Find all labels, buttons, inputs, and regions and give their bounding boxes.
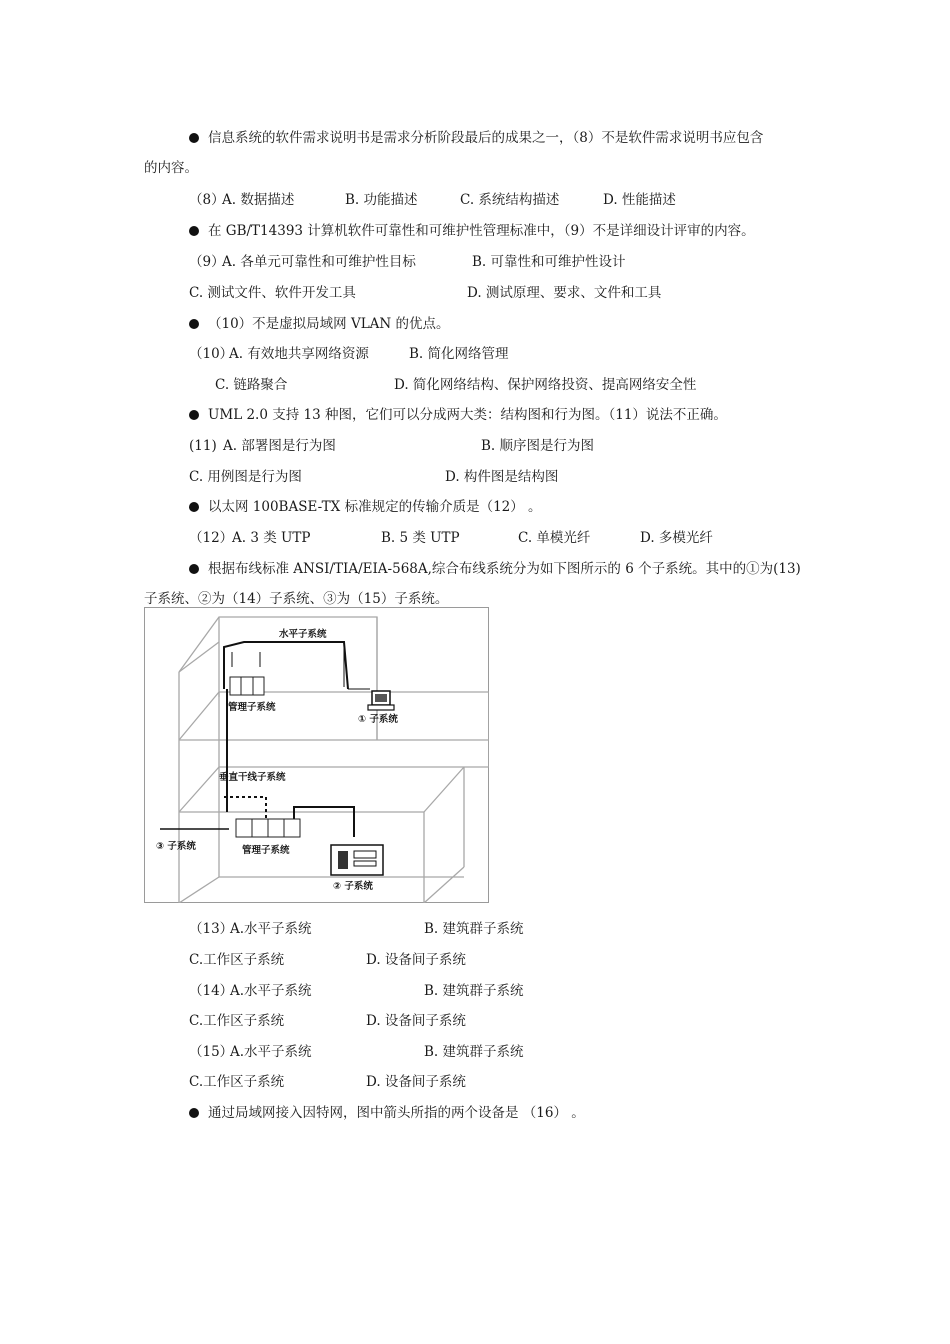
bullet-icon — [189, 319, 199, 329]
bullet-icon — [189, 564, 199, 574]
question-16-stem — [189, 1104, 585, 1122]
question-number: （13） — [189, 921, 234, 937]
question-12-options — [189, 529, 909, 547]
option-d: D. 设备间子系统 — [366, 1074, 466, 1090]
bullet-icon — [189, 1108, 199, 1118]
question-8-options — [189, 191, 909, 209]
bullet-icon — [189, 133, 199, 143]
option-d: D. 测试原理、要求、文件和工具 — [467, 285, 662, 301]
question-9-options-row2 — [189, 284, 909, 302]
question-9-stem — [189, 222, 755, 240]
question-14-options-row1 — [189, 982, 909, 1000]
question-8-stem-cont: 的内容。 — [144, 160, 198, 176]
label-vertical-subsystem: 垂直干线子系统 — [219, 772, 286, 783]
option-d: D. 设备间子系统 — [366, 1013, 466, 1029]
option-b: B. 功能描述 — [345, 192, 418, 208]
bullet-icon — [189, 226, 199, 236]
option-b: B. 简化网络管理 — [409, 346, 509, 362]
option-c: C.工作区子系统 — [189, 1013, 285, 1029]
option-a: A. 各单元可靠性和可维护性目标 — [222, 254, 416, 270]
cabling-system-diagram — [144, 607, 489, 903]
question-13-options-row2 — [189, 951, 909, 969]
option-b: B. 建筑群子系统 — [424, 921, 524, 937]
option-a: A. 数据描述 — [222, 192, 295, 208]
question-10-text: （10）不是虚拟局域网 VLAN 的优点。 — [208, 316, 450, 332]
question-number: （12） — [189, 530, 234, 546]
management-panel-bottom — [236, 819, 300, 837]
option-d: D. 性能描述 — [603, 192, 676, 208]
question-number: （8） — [189, 192, 225, 208]
option-d: D. 设备间子系统 — [366, 952, 466, 968]
option-a: A. 3 类 UTP — [232, 530, 311, 546]
computer-icon — [368, 691, 394, 710]
question-9-options-row1 — [189, 253, 909, 271]
option-c: C. 测试文件、软件开发工具 — [189, 285, 356, 301]
question-11-options-row2 — [189, 468, 909, 486]
label-management-top: 管理子系统 — [228, 702, 276, 713]
option-c: C.工作区子系统 — [189, 952, 285, 968]
question-13-stem — [189, 560, 801, 578]
option-b: B. 顺序图是行为图 — [481, 438, 595, 454]
option-c: C. 单模光纤 — [518, 530, 591, 546]
question-9-text: 在 GB/T14393 计算机软件可靠性和可维护性管理标准中，（9）不是详细设计评审的内容。 — [208, 223, 755, 239]
question-11-stem — [189, 406, 727, 424]
label-subsystem-1: ① 子系统 — [358, 714, 398, 725]
question-number: （14） — [189, 983, 234, 999]
equipment-icon — [331, 845, 383, 875]
label-management-bottom: 管理子系统 — [242, 845, 290, 856]
question-15-options-row2 — [189, 1073, 909, 1091]
question-8-stem — [189, 129, 763, 147]
diagram-border — [145, 608, 489, 903]
option-a: A. 有效地共享网络资源 — [229, 346, 369, 362]
option-a: A.水平子系统 — [230, 1044, 312, 1060]
question-number: （9） — [189, 254, 225, 270]
question-14-options-row2 — [189, 1012, 909, 1030]
option-b: B. 建筑群子系统 — [424, 1044, 524, 1060]
question-12-stem — [189, 498, 542, 516]
option-c: C. 用例图是行为图 — [189, 469, 302, 485]
option-d: D. 构件图是结构图 — [445, 469, 559, 485]
question-13-options-row1 — [189, 920, 909, 938]
option-a: A.水平子系统 — [230, 983, 312, 999]
label-subsystem-2: ② 子系统 — [333, 881, 373, 892]
question-15-options-row1 — [189, 1043, 909, 1061]
option-b: B. 建筑群子系统 — [424, 983, 524, 999]
question-10-stem — [189, 315, 450, 333]
option-c: C. 系统结构描述 — [460, 192, 560, 208]
question-11-text: UML 2.0 支持 13 种图，它们可以分成两大类：结构图和行为图。（11）说法不正确。 — [208, 407, 727, 423]
option-d: D. 多模光纤 — [640, 530, 713, 546]
option-a: A.水平子系统 — [230, 921, 312, 937]
bullet-icon — [189, 502, 199, 512]
question-10-options-row2 — [215, 376, 915, 394]
option-a: A. 部署图是行为图 — [223, 438, 336, 454]
management-panel-top — [230, 677, 264, 695]
question-number: (11) — [189, 438, 217, 454]
question-13-stem-cont: 子系统、②为（14）子系统、③为（15）子系统。 — [144, 591, 449, 607]
question-10-options-row1 — [189, 345, 909, 363]
bullet-icon — [189, 410, 199, 420]
option-b: B. 5 类 UTP — [381, 530, 460, 546]
option-b: B. 可靠性和可维护性设计 — [472, 254, 626, 270]
question-12-text: 以太网 100BASE-TX 标准规定的传输介质是（12） 。 — [208, 499, 542, 515]
option-c: C. 链路聚合 — [215, 377, 288, 393]
question-13-text: 根据布线标准 ANSI/TIA/EIA-568A,综合布线系统分为如下图所示的 6 个子系统。其中的①为(13) — [208, 561, 801, 577]
option-c: C.工作区子系统 — [189, 1074, 285, 1090]
question-number: （15） — [189, 1044, 234, 1060]
question-8-text: 信息系统的软件需求说明书是需求分析阶段最后的成果之一，（8）不是软件需求说明书应包含 — [208, 130, 764, 146]
question-11-options-row1 — [189, 437, 909, 455]
option-d: D. 简化网络结构、保护网络投资、提高网络安全性 — [394, 377, 697, 393]
label-horizontal-subsystem: 水平子系统 — [279, 629, 327, 640]
question-number: （10） — [189, 346, 234, 362]
question-16-text: 通过局域网接入因特网，图中箭头所指的两个设备是 （16） 。 — [208, 1105, 585, 1121]
label-subsystem-3: ③ 子系统 — [156, 841, 196, 852]
